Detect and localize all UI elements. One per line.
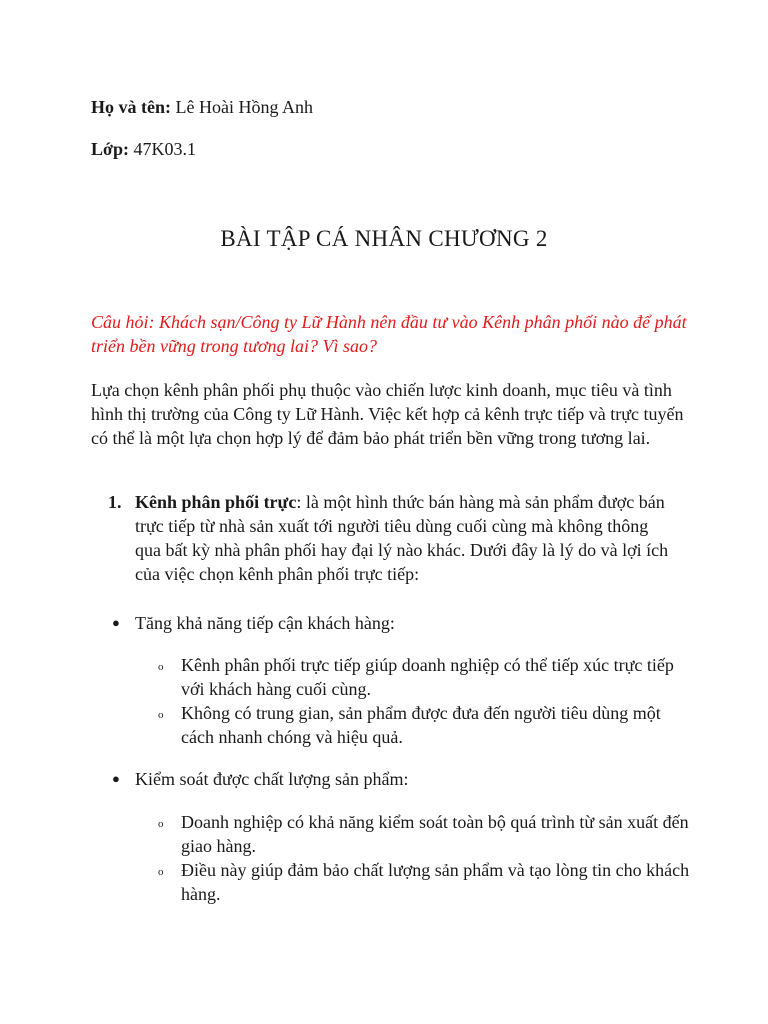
intro-paragraph: Lựa chọn kênh phân phối phụ thuộc vào chiến lược kinh doanh, mục tiêu và tình hình thị trường của Công ty Lữ Hành. Việc kết hợp cả kênh trực tiếp và trực tuyến có thể là một lựa chọn hợp lý để đảm bảo phát triển bền vững trong tương lai. xyxy=(91,380,684,448)
sub-item-text: Điều này giúp đảm bảo chất lượng sản phẩm và tạo lòng tin cho khách hàng. xyxy=(181,860,690,904)
class-value: 47K03.1 xyxy=(133,139,196,159)
class-line xyxy=(91,137,196,161)
bullet-2-text: Kiểm soát được chất lượng sản phẩm: xyxy=(135,769,409,789)
class-label: Lớp: xyxy=(91,139,129,159)
name-value: Lê Hoài Hồng Anh xyxy=(175,97,313,117)
sub-item-text: Doanh nghiệp có khả năng kiểm soát toàn bộ quá trình từ sản xuất đến giao hàng. xyxy=(181,812,689,856)
list-number: 1. xyxy=(108,492,122,512)
section-1-heading: Kênh phân phối trực xyxy=(135,492,297,512)
sub-item-text: Không có trung gian, sản phẩm được đưa đến người tiêu dùng một cách nhanh chóng và hiệu quả. xyxy=(181,703,661,747)
question-text: Câu hỏi: Khách sạn/Công ty Lữ Hành nên đầu tư vào Kênh phân phối nào để phát triển bền vững trong tương lai? Vì sao? xyxy=(91,312,687,356)
sub-bullet-marker: o xyxy=(158,661,164,673)
section-1-body: : là một hình thức bán hàng mà sản phẩm được bán trực tiếp từ nhà sản xuất tới người tiêu dùng cuối cùng mà không thông qua bất kỳ nhà phân phối hay đại lý nào khác. Dưới đây là lý do và lợi ích của việc chọn kênh phân phối trực tiếp: xyxy=(135,492,669,584)
student-name-line xyxy=(91,95,313,119)
sub-item-text: Kênh phân phối trực tiếp giúp doanh nghiệp có thể tiếp xúc trực tiếp với khách hàng cuối cùng. xyxy=(181,655,674,699)
name-label: Họ và tên: xyxy=(91,97,171,117)
bullet-1-text: Tăng khả năng tiếp cận khách hàng: xyxy=(135,613,395,633)
document-title: BÀI TẬP CÁ NHÂN CHƯƠNG 2 xyxy=(220,226,548,251)
bullet-marker: ● xyxy=(112,771,120,786)
sub-bullet-marker: o xyxy=(158,866,164,878)
bullet-marker: ● xyxy=(112,615,120,630)
sub-bullet-marker: o xyxy=(158,818,164,830)
section-1-text xyxy=(135,490,675,586)
sub-bullet-marker: o xyxy=(158,709,164,721)
